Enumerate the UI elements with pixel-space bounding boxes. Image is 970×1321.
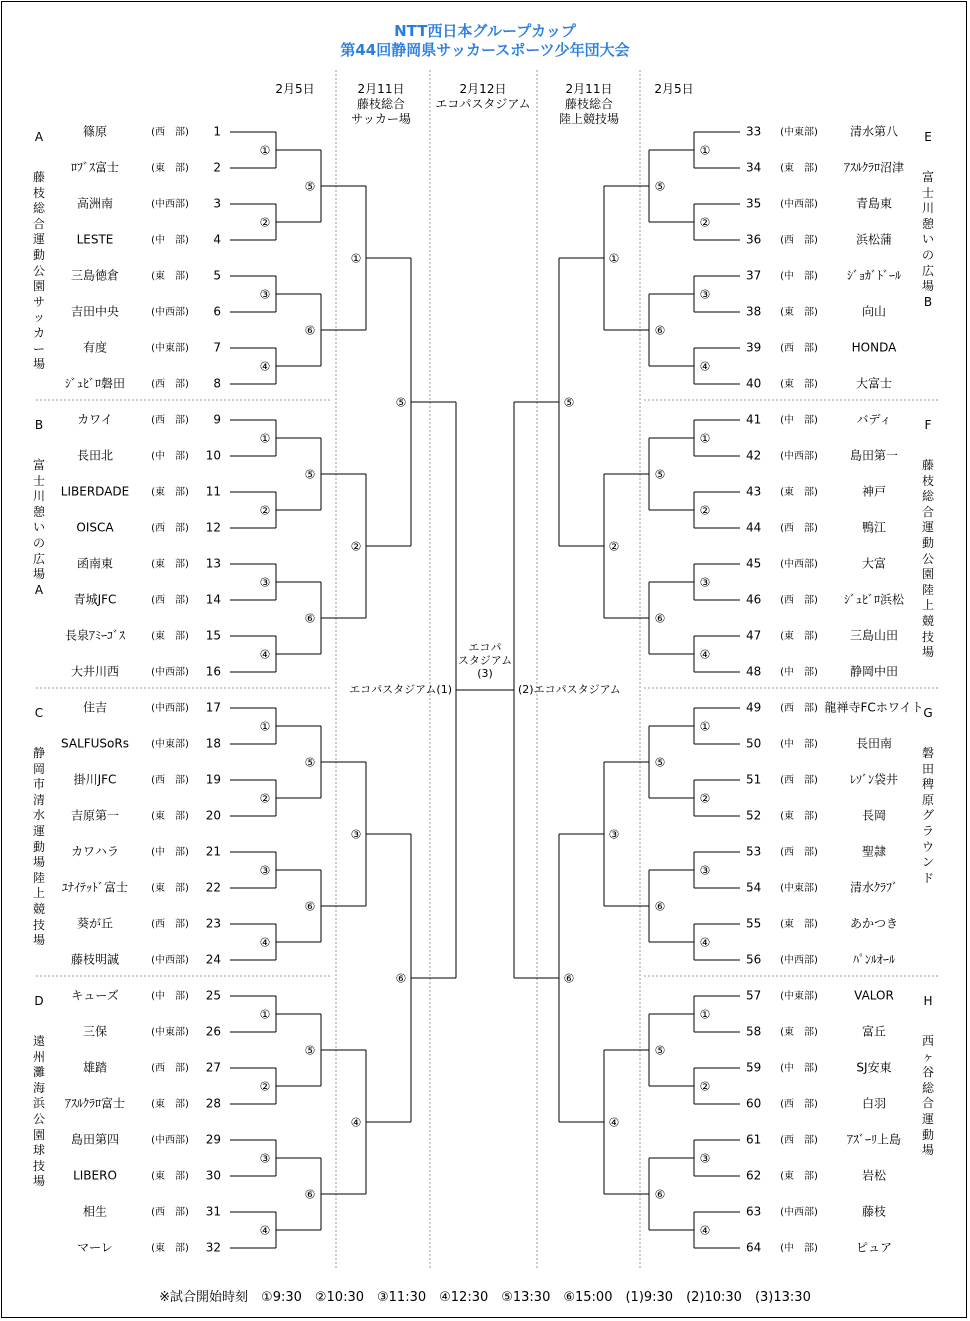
right-r2-match-label: ⑥ — [654, 323, 666, 338]
team-name: 三島山田 — [849, 628, 899, 643]
team-number: 8 — [213, 376, 221, 391]
right-r1-match-label: ② — [699, 1079, 711, 1094]
team-region: (中 部) — [151, 235, 189, 246]
left-r1-match-label: ③ — [259, 1151, 271, 1166]
right-r3-match-label: ① — [608, 251, 620, 266]
team-number: 44 — [746, 520, 762, 535]
team-name: 掛川JFC — [73, 772, 117, 787]
team-region: (中西部) — [151, 199, 189, 210]
team-name: 長田南 — [855, 736, 893, 751]
team-number: 39 — [746, 340, 762, 355]
team-name: SALFUSoRs — [61, 736, 129, 751]
right-r3-match-label: ④ — [608, 1115, 620, 1130]
team-name: 三保 — [82, 1024, 108, 1039]
team-region: (中 部) — [780, 415, 818, 426]
team-name: キューズ — [71, 988, 119, 1003]
team-name: LIBERO — [73, 1168, 117, 1183]
team-region: (東 部) — [151, 811, 189, 822]
team-name: カワハラ — [70, 844, 120, 859]
team-region: (東 部) — [151, 271, 189, 282]
team-name: ｱｽﾙｸﾗﾛ富士 — [64, 1096, 126, 1111]
team-number: 22 — [205, 880, 221, 895]
team-number: 32 — [205, 1240, 221, 1255]
team-name: 神戸 — [861, 484, 887, 499]
right-r4-match-label: ⑤ — [563, 395, 575, 410]
team-number: 2 — [213, 160, 221, 175]
left-r1-match-label: ④ — [259, 1223, 271, 1238]
team-number: 41 — [746, 412, 762, 427]
right-r2-match-label: ⑤ — [654, 179, 666, 194]
team-name: 青島東 — [855, 196, 893, 211]
team-region: (西 部) — [151, 919, 189, 930]
left-r3-match-label: ③ — [350, 827, 362, 842]
team-number: 43 — [746, 484, 762, 499]
team-number: 52 — [746, 808, 762, 823]
team-region: (東 部) — [151, 163, 189, 174]
team-number: 27 — [205, 1060, 221, 1075]
team-region: (中 部) — [780, 271, 818, 282]
team-name: 相生 — [82, 1204, 108, 1219]
team-region: (中 部) — [780, 667, 818, 678]
team-name: 清水第八 — [849, 124, 899, 139]
team-region: (西 部) — [780, 1099, 818, 1110]
team-name: ｼﾞｮｶﾞﾄﾞｰﾙ — [846, 268, 902, 283]
team-number: 36 — [746, 232, 762, 247]
team-region: (中東部) — [151, 1027, 189, 1038]
team-region: (西 部) — [151, 415, 189, 426]
team-number: 6 — [213, 304, 221, 319]
team-region: (中東部) — [151, 739, 189, 750]
team-name: ﾊﾟﾝﾙｵｰﾙ — [852, 952, 896, 967]
team-name: HONDA — [851, 340, 897, 355]
left-r3-match-label: ① — [350, 251, 362, 266]
team-name: 清水ｸﾗﾌﾞ — [849, 880, 899, 895]
team-region: (西 部) — [151, 1207, 189, 1218]
team-number: 1 — [213, 124, 221, 139]
team-name: 富丘 — [861, 1024, 887, 1039]
team-region: (中 部) — [151, 847, 189, 858]
team-name: 藤枝明誠 — [70, 952, 120, 967]
tournament-title-line2: 第44回静岡県サッカースポーツ少年団大会 — [340, 41, 630, 59]
team-region: (西 部) — [151, 1063, 189, 1074]
group-venue: 藤枝総合運動公園サッカー場 — [32, 170, 45, 372]
team-region: (中東部) — [780, 127, 818, 138]
team-name: OISCA — [76, 520, 114, 535]
team-name: 葵が丘 — [76, 916, 114, 931]
team-name: 函南東 — [76, 556, 114, 571]
team-name: 向山 — [861, 304, 887, 319]
group-letter: H — [923, 994, 933, 1008]
group-venue: 遠州灘海浜公園球技場 — [32, 1034, 45, 1189]
left-r1-match-label: ④ — [259, 359, 271, 374]
team-region: (東 部) — [780, 1027, 818, 1038]
team-region: (中 部) — [780, 1243, 818, 1254]
team-region: (中西部) — [151, 307, 189, 318]
team-name: マーレ — [77, 1240, 113, 1255]
team-number: 9 — [213, 412, 221, 427]
team-region: (中東部) — [780, 991, 818, 1002]
team-region: (西 部) — [780, 595, 818, 606]
team-region: (東 部) — [151, 487, 189, 498]
team-number: 26 — [205, 1024, 221, 1039]
team-region: (中 部) — [151, 451, 189, 462]
team-region: (東 部) — [151, 559, 189, 570]
team-region: (東 部) — [780, 631, 818, 642]
team-region: (東 部) — [151, 1099, 189, 1110]
team-number: 31 — [205, 1204, 221, 1219]
right-r1-match-label: ② — [699, 215, 711, 230]
tournament-title-line1: NTT西日本グループカップ — [394, 22, 576, 40]
right-r1-match-label: ③ — [699, 287, 711, 302]
team-name: 篠原 — [82, 124, 108, 139]
team-number: 42 — [746, 448, 762, 463]
team-name: ﾚｿﾞﾝ袋井 — [849, 772, 899, 787]
left-r1-match-label: ② — [259, 503, 271, 518]
team-number: 62 — [746, 1168, 762, 1183]
right-r1-match-label: ③ — [699, 575, 711, 590]
right-r1-match-label: ④ — [699, 935, 711, 950]
team-name: 浜松蒲 — [855, 232, 893, 247]
right-r1-match-label: ① — [699, 431, 711, 446]
team-name: 白羽 — [861, 1096, 887, 1111]
team-number: 49 — [746, 700, 762, 715]
team-region: (東 部) — [780, 163, 818, 174]
team-region: (東 部) — [780, 811, 818, 822]
team-number: 40 — [746, 376, 762, 391]
team-name: 聖隷 — [861, 844, 887, 859]
left-r1-match-label: ① — [259, 719, 271, 734]
team-number: 38 — [746, 304, 762, 319]
right-r3-match-label: ② — [608, 539, 620, 554]
team-region: (東 部) — [151, 631, 189, 642]
team-region: (東 部) — [780, 307, 818, 318]
right-r2-match-label: ⑤ — [654, 755, 666, 770]
left-r4-match-label: ⑤ — [395, 395, 407, 410]
final-label-line: エコパ — [468, 641, 502, 654]
team-region: (中西部) — [151, 703, 189, 714]
left-r2-match-label: ⑤ — [304, 1043, 316, 1058]
team-name: LESTE — [76, 232, 114, 247]
team-name: 藤枝 — [861, 1204, 887, 1219]
team-number: 3 — [213, 196, 221, 211]
team-name: 大富 — [861, 556, 887, 571]
group-letter: G — [923, 706, 933, 720]
group-letter: B — [34, 418, 44, 432]
left-r3-match-label: ② — [350, 539, 362, 554]
group-venue: 富士川憩いの広場B — [921, 170, 934, 309]
team-name: あかつき — [849, 916, 899, 931]
team-name: 岩松 — [861, 1168, 887, 1183]
team-number: 11 — [205, 484, 221, 499]
team-region: (中西部) — [780, 559, 818, 570]
team-number: 45 — [746, 556, 762, 571]
group-venue: 富士川憩いの広場A — [32, 458, 45, 597]
team-region: (中東部) — [780, 883, 818, 894]
final-label-line: スタジアム — [457, 654, 513, 667]
team-number: 28 — [205, 1096, 221, 1111]
team-region: (中西部) — [780, 199, 818, 210]
team-name: 有度 — [82, 340, 108, 355]
right-r2-match-label: ⑥ — [654, 899, 666, 914]
team-number: 46 — [746, 592, 762, 607]
final-label-line: (3) — [477, 667, 493, 680]
team-number: 54 — [746, 880, 762, 895]
team-number: 14 — [205, 592, 221, 607]
group-letter: F — [924, 418, 932, 432]
right-r1-match-label: ① — [699, 719, 711, 734]
team-number: 64 — [746, 1240, 762, 1255]
team-region: (西 部) — [151, 775, 189, 786]
team-number: 60 — [746, 1096, 762, 1111]
team-number: 50 — [746, 736, 762, 751]
team-region: (東 部) — [780, 919, 818, 930]
team-number: 37 — [746, 268, 762, 283]
team-region: (東 部) — [780, 379, 818, 390]
team-region: (西 部) — [780, 523, 818, 534]
team-name: 静岡中田 — [849, 664, 899, 679]
team-number: 55 — [746, 916, 762, 931]
team-number: 7 — [213, 340, 221, 355]
team-number: 59 — [746, 1060, 762, 1075]
team-number: 33 — [746, 124, 762, 139]
right-r1-match-label: ④ — [699, 359, 711, 374]
team-region: (中西部) — [151, 955, 189, 966]
semi-right-label: (2)エコパスタジアム — [518, 683, 621, 696]
team-region: (西 部) — [780, 235, 818, 246]
team-name: 大富士 — [855, 376, 893, 391]
team-number: 12 — [205, 520, 221, 535]
left-r2-match-label: ⑤ — [304, 755, 316, 770]
header-left-round1: 2月5日 — [275, 82, 315, 96]
team-name: 長岡 — [861, 808, 887, 823]
right-r3-match-label: ③ — [608, 827, 620, 842]
left-r2-match-label: ⑥ — [304, 323, 316, 338]
team-name: ｼﾞｭﾋﾞﾛ浜松 — [843, 592, 905, 607]
left-r1-match-label: ③ — [259, 575, 271, 590]
team-name: LIBERDADE — [60, 484, 130, 499]
team-number: 61 — [746, 1132, 762, 1147]
team-region: (東 部) — [151, 1171, 189, 1182]
team-number: 47 — [746, 628, 762, 643]
group-venue: 藤枝総合運動公園陸上競技場 — [921, 458, 934, 660]
team-number: 56 — [746, 952, 762, 967]
team-number: 29 — [205, 1132, 221, 1147]
team-number: 57 — [746, 988, 762, 1003]
left-r3-match-label: ④ — [350, 1115, 362, 1130]
right-r2-match-label: ⑤ — [654, 1043, 666, 1058]
team-name: 長田北 — [76, 448, 114, 463]
team-name: 大井川西 — [70, 664, 120, 679]
right-r1-match-label: ③ — [699, 1151, 711, 1166]
right-r1-match-label: ② — [699, 503, 711, 518]
team-region: (東 部) — [151, 1243, 189, 1254]
team-number: 48 — [746, 664, 762, 679]
team-number: 19 — [205, 772, 221, 787]
team-number: 34 — [746, 160, 762, 175]
team-region: (西 部) — [780, 1135, 818, 1146]
right-r2-match-label: ⑥ — [654, 1187, 666, 1202]
right-r1-match-label: ④ — [699, 1223, 711, 1238]
team-name: VALOR — [854, 988, 894, 1003]
left-r1-match-label: ② — [259, 791, 271, 806]
team-number: 58 — [746, 1024, 762, 1039]
left-r2-match-label: ⑥ — [304, 899, 316, 914]
header-left-round2: 2月11日 藤枝総合 サッカー場 — [351, 82, 411, 126]
team-number: 18 — [205, 736, 221, 751]
right-r1-match-label: ④ — [699, 647, 711, 662]
left-r1-match-label: ② — [259, 1079, 271, 1094]
team-name: 雄踏 — [82, 1060, 108, 1075]
header-right-round1: 2月5日 — [654, 82, 694, 96]
team-name: ｱｽﾞｰﾘ上島 — [846, 1132, 902, 1147]
left-r1-match-label: ② — [259, 215, 271, 230]
left-r1-match-label: ① — [259, 143, 271, 158]
right-r4-match-label: ⑥ — [563, 971, 575, 986]
left-r1-match-label: ① — [259, 431, 271, 446]
team-number: 4 — [213, 232, 221, 247]
team-name: ﾛﾌﾞｽ富士 — [70, 160, 120, 175]
team-name: ｱｽﾙｸﾗﾛ沼津 — [843, 160, 905, 175]
team-name: 高洲南 — [76, 196, 114, 211]
semi-left-label: エコパスタジアム(1) — [349, 683, 452, 696]
header-final: 2月12日 エコパスタジアム — [435, 82, 531, 111]
right-r1-match-label: ③ — [699, 863, 711, 878]
team-region: (中西部) — [151, 667, 189, 678]
right-r1-match-label: ② — [699, 791, 711, 806]
team-number: 25 — [205, 988, 221, 1003]
team-number: 20 — [205, 808, 221, 823]
group-venue: 静岡市清水運動場陸上競技場 — [32, 746, 45, 948]
team-number: 17 — [205, 700, 221, 715]
team-number: 15 — [205, 628, 221, 643]
team-name: 吉田中央 — [70, 304, 120, 319]
team-number: 16 — [205, 664, 221, 679]
left-r1-match-label: ④ — [259, 647, 271, 662]
team-name: 長泉ｱﾐｰｺﾞｽ — [64, 628, 126, 643]
team-number: 53 — [746, 844, 762, 859]
team-region: (西 部) — [151, 523, 189, 534]
team-name: 住吉 — [82, 700, 108, 715]
group-letter: C — [34, 706, 44, 720]
team-region: (東 部) — [780, 487, 818, 498]
team-region: (西 部) — [151, 595, 189, 606]
team-region: (中西部) — [151, 1135, 189, 1146]
team-region: (中西部) — [780, 1207, 818, 1218]
team-number: 21 — [205, 844, 221, 859]
team-region: (西 部) — [151, 127, 189, 138]
team-region: (西 部) — [780, 775, 818, 786]
team-region: (中西部) — [780, 451, 818, 462]
right-r1-match-label: ① — [699, 143, 711, 158]
team-number: 35 — [746, 196, 762, 211]
header-right-round2: 2月11日 藤枝総合 陸上競技場 — [558, 82, 619, 126]
team-number: 10 — [205, 448, 221, 463]
team-region: (西 部) — [780, 847, 818, 858]
team-number: 23 — [205, 916, 221, 931]
team-name: 島田第一 — [849, 448, 899, 463]
team-name: バディ — [856, 412, 892, 427]
left-r2-match-label: ⑤ — [304, 467, 316, 482]
team-name: ピュア — [855, 1240, 893, 1255]
group-venue: 西ヶ谷総合運動場 — [921, 1034, 934, 1158]
group-letter: A — [34, 130, 44, 144]
left-r4-match-label: ⑥ — [395, 971, 407, 986]
team-region: (西 部) — [780, 343, 818, 354]
team-number: 5 — [213, 268, 221, 283]
team-region: (東 部) — [151, 883, 189, 894]
team-number: 30 — [205, 1168, 221, 1183]
team-name: 青城JFC — [73, 592, 117, 607]
team-region: (中東部) — [151, 343, 189, 354]
left-r1-match-label: ① — [259, 1007, 271, 1022]
team-region: (中 部) — [780, 1063, 818, 1074]
team-number: 63 — [746, 1204, 762, 1219]
team-region: (中 部) — [151, 991, 189, 1002]
right-r2-match-label: ⑤ — [654, 467, 666, 482]
left-r1-match-label: ④ — [259, 935, 271, 950]
left-r2-match-label: ⑥ — [304, 611, 316, 626]
group-letter: D — [34, 994, 44, 1008]
group-letter: E — [924, 130, 932, 144]
team-region: (中西部) — [780, 955, 818, 966]
kickoff-times-note: ※試合開始時刻 ①9:30 ②10:30 ③11:30 ④12:30 ⑤13:30 ⑥15:00 (1)9:30 (2)10:30 (3)13:30 — [159, 1290, 811, 1305]
team-name: ﾕﾅｲﾃｯﾄﾞ富士 — [61, 880, 129, 895]
group-venue: 磐田 稗原グラウンド — [921, 746, 947, 885]
left-r2-match-label: ⑤ — [304, 179, 316, 194]
team-number: 51 — [746, 772, 762, 787]
team-region: (西 部) — [780, 703, 818, 714]
right-r2-match-label: ⑥ — [654, 611, 666, 626]
team-name: 島田第四 — [70, 1132, 120, 1147]
team-region: (東 部) — [780, 1171, 818, 1182]
team-name: カワイ — [77, 412, 113, 427]
team-name: ｼﾞｭﾋﾞﾛ磐田 — [64, 376, 126, 391]
team-number: 24 — [205, 952, 221, 967]
team-name: 鴨江 — [861, 520, 887, 535]
team-name: SJ安東 — [856, 1060, 892, 1075]
left-r1-match-label: ③ — [259, 287, 271, 302]
team-name: 吉原第一 — [70, 808, 120, 823]
left-r2-match-label: ⑥ — [304, 1187, 316, 1202]
team-name: 三島徳倉 — [70, 268, 120, 283]
left-r1-match-label: ③ — [259, 863, 271, 878]
team-region: (中 部) — [780, 739, 818, 750]
team-region: (西 部) — [151, 379, 189, 390]
team-number: 13 — [205, 556, 221, 571]
team-name: 龍禅寺FCホワイト — [824, 700, 924, 715]
right-r1-match-label: ① — [699, 1007, 711, 1022]
